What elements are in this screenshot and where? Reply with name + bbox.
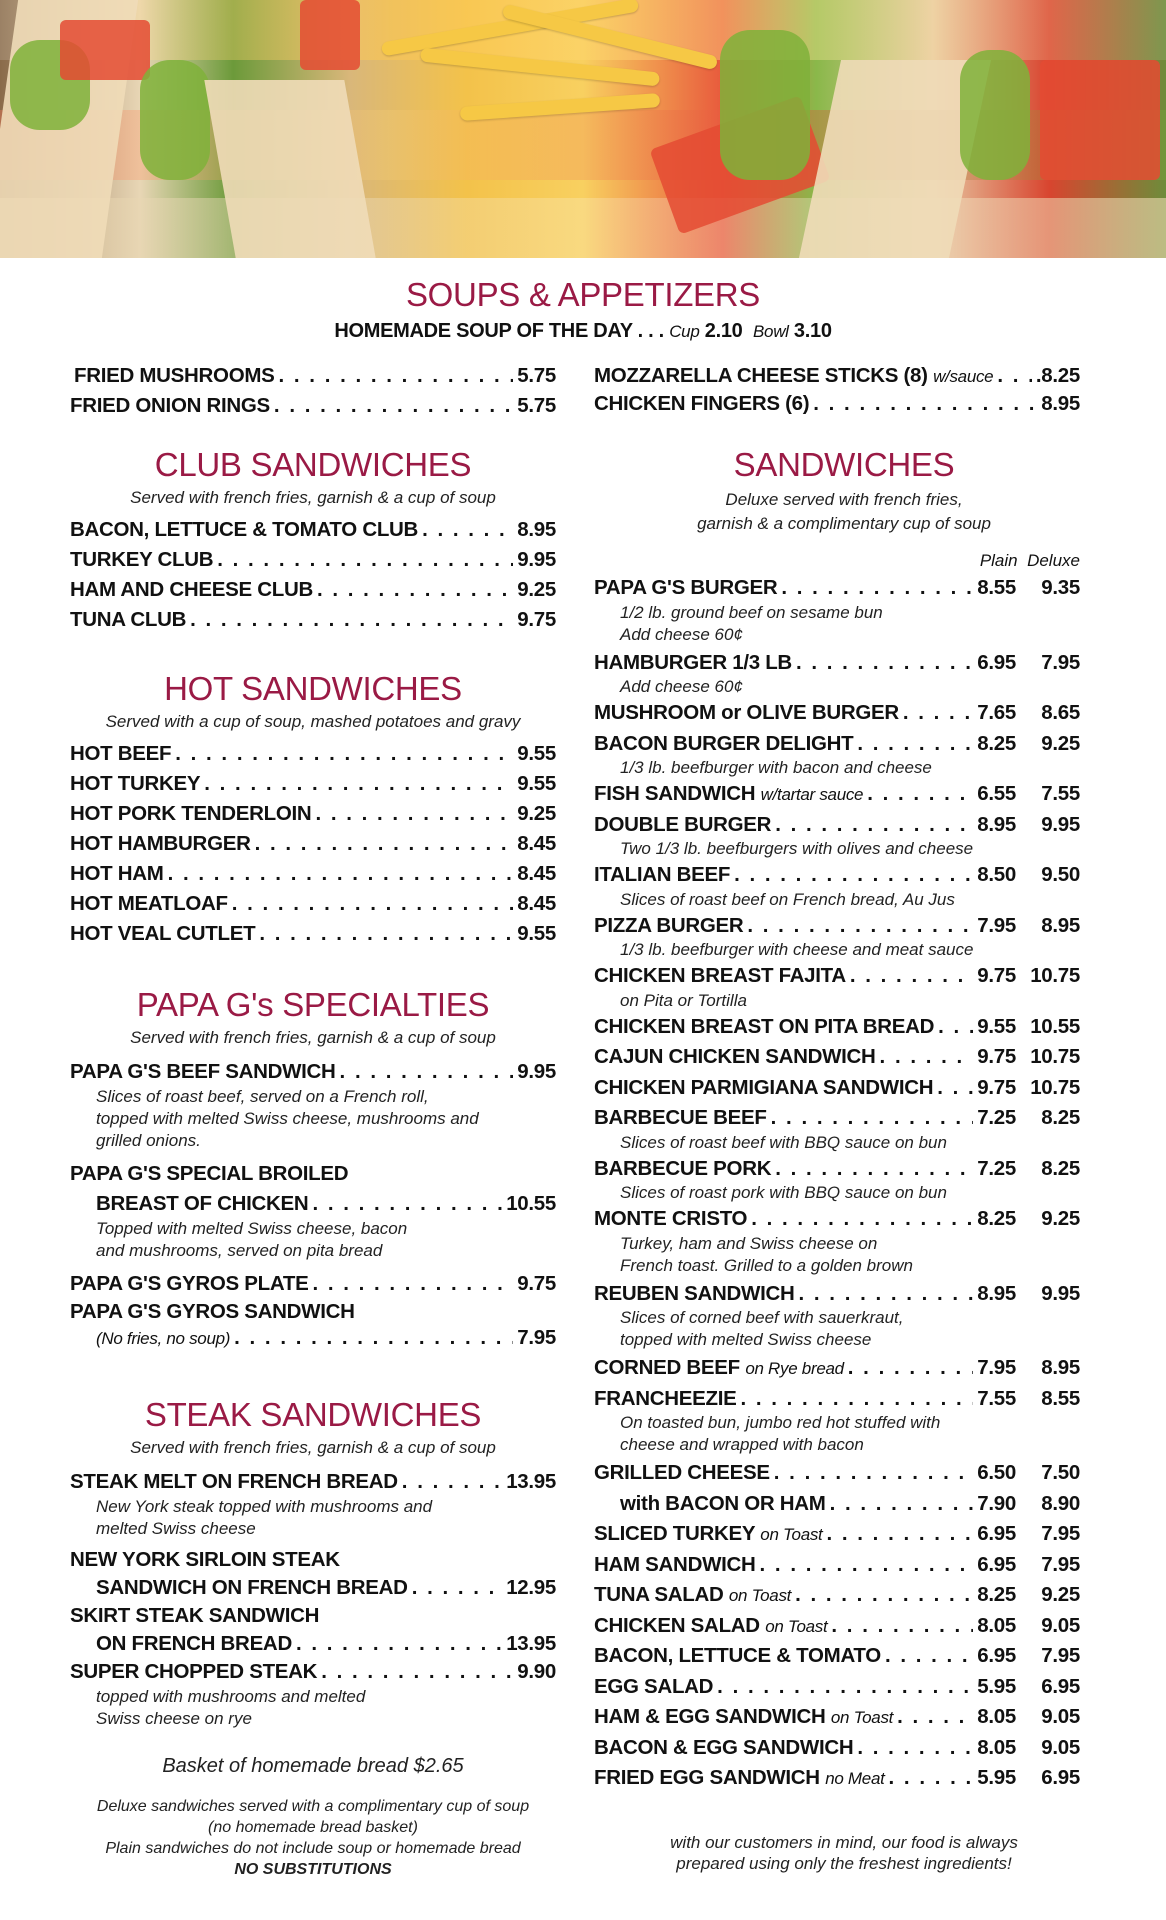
item-name: BARBECUE PORK bbox=[594, 1156, 772, 1180]
item-description: Topped with melted Swiss cheese, bacon and mushrooms, served on pita bread bbox=[96, 1219, 408, 1260]
menu-item: SUPER CHOPPED STEAK . . . 9.90 bbox=[70, 1660, 556, 1684]
menu-item bbox=[594, 1614, 1080, 1638]
deluxe-price: 6.95 bbox=[1041, 1674, 1080, 1698]
plain-price: 7.90 bbox=[977, 1491, 1016, 1515]
item-description: 1/2 lb. ground beef on sesame bun Add cheese 60¢ bbox=[620, 602, 883, 644]
menu-item bbox=[594, 651, 1080, 675]
menu-item: MOZZARELLA CHEESE STICKS (8) w/sauce . . . .8.25 bbox=[594, 364, 1080, 388]
menu-item: (No fries, no soup) . . . 7.95 bbox=[96, 1326, 556, 1350]
deluxe-price: 10.75 bbox=[1030, 1045, 1080, 1068]
item-name: FRANCHEEZIE bbox=[594, 1386, 737, 1410]
footer-right-note: with our customers in mind, our food is always prepared using only the freshest ingredients! bbox=[670, 1833, 1018, 1873]
plain-price: 6.95 bbox=[977, 1644, 1016, 1667]
menu-item: TUNA CLUB . . . 9.75 bbox=[70, 608, 556, 632]
club-title: CLUB SANDWICHES bbox=[154, 446, 472, 483]
item-description: Two 1/3 lb. beefburgers with olives and cheese bbox=[620, 839, 974, 858]
menu-item bbox=[594, 1705, 1080, 1729]
item-name: HAM SANDWICH bbox=[594, 1552, 756, 1576]
sandwiches-title: SANDWICHES bbox=[733, 446, 955, 483]
menu-item: HOT HAM . . . 8.45 bbox=[70, 862, 556, 886]
menu-item: STEAK MELT ON FRENCH BREAD . . . 13.95 bbox=[70, 1470, 556, 1494]
item-name: TUNA SALAD bbox=[594, 1583, 724, 1606]
menu-item bbox=[594, 1207, 1080, 1231]
plain-price: 6.50 bbox=[977, 1461, 1016, 1484]
item-name: FRIED EGG SANDWICH bbox=[594, 1766, 820, 1789]
item-name: ITALIAN BEEF bbox=[594, 863, 731, 886]
menu-item: PAPA G'S SPECIAL BROILED bbox=[70, 1162, 349, 1185]
plain-price: 8.25 bbox=[977, 1207, 1016, 1230]
item-name: HAMBURGER 1/3 LB bbox=[594, 650, 792, 674]
deluxe-price: 10.75 bbox=[1030, 964, 1080, 987]
menu-item bbox=[594, 1157, 1080, 1181]
menu-item: HOT VEAL CUTLET . . . 9.55 bbox=[70, 922, 556, 946]
plain-price: 5.95 bbox=[977, 1674, 1016, 1698]
menu-item: SANDWICH ON FRENCH BREAD . . . 12.95 bbox=[96, 1576, 556, 1600]
menu-item bbox=[594, 701, 1080, 725]
deluxe-price: 9.35 bbox=[1041, 576, 1080, 599]
item-name: CHICKEN SALAD bbox=[594, 1613, 760, 1637]
bowl-price: 3.10 bbox=[793, 320, 832, 342]
plain-price: 8.05 bbox=[977, 1735, 1016, 1759]
item-name: MUSHROOM or OLIVE BURGER bbox=[594, 701, 899, 724]
plain-price: 6.95 bbox=[977, 1552, 1016, 1576]
item-name: CHICKEN BREAST ON PITA BREAD bbox=[594, 1014, 935, 1038]
item-description: Slices of roast pork with BBQ sauce on bun bbox=[620, 1183, 947, 1202]
menu-item bbox=[594, 1736, 1080, 1760]
menu-item bbox=[594, 1583, 1080, 1607]
item-name: BACON, LETTUCE & TOMATO bbox=[594, 1644, 881, 1667]
menu-item: PAPA G'S GYROS PLATE . . . 9.75 bbox=[70, 1272, 556, 1296]
item-name: with BACON OR HAM bbox=[620, 1491, 826, 1515]
plain-price: 9.75 bbox=[977, 1045, 1016, 1068]
item-note: w/tartar sauce bbox=[760, 785, 864, 804]
menu-item bbox=[594, 1015, 1080, 1039]
menu-item: HOT HAMBURGER . . . 8.45 bbox=[70, 832, 556, 856]
deluxe-price: 10.75 bbox=[1030, 1075, 1080, 1099]
plain-price: 8.95 bbox=[977, 812, 1016, 836]
deluxe-price: 8.95 bbox=[1041, 913, 1080, 937]
item-name: EGG SALAD bbox=[594, 1674, 714, 1698]
deluxe-price: 8.55 bbox=[1041, 1386, 1080, 1410]
deluxe-price: 9.05 bbox=[1041, 1735, 1080, 1759]
item-name: CORNED BEEF bbox=[594, 1356, 740, 1379]
deluxe-price: 6.95 bbox=[1041, 1766, 1080, 1789]
deluxe-price: 8.25 bbox=[1041, 1106, 1080, 1129]
item-name: GRILLED CHEESE bbox=[594, 1461, 770, 1484]
deluxe-price: 7.50 bbox=[1041, 1461, 1080, 1484]
footer-left-note: Deluxe sandwiches served with a complimentary cup of soup (no homemade bread basket) Plain sandwiches do not include soup or homemade bread NO SUBSTITUTIONS bbox=[96, 1798, 530, 1878]
item-name: BACON & EGG SANDWICH bbox=[594, 1735, 854, 1759]
plain-price: 7.95 bbox=[977, 1356, 1016, 1379]
menu-item bbox=[594, 1282, 1080, 1306]
papa-title: PAPA G's SPECIALTIES bbox=[136, 986, 490, 1023]
plain-price: 8.55 bbox=[977, 576, 1016, 599]
menu-item: NEW YORK SIRLOIN STEAK bbox=[70, 1548, 340, 1571]
menu-item bbox=[594, 964, 1080, 988]
menu-item: PAPA G'S GYROS SANDWICH bbox=[70, 1300, 355, 1323]
plain-price: 8.05 bbox=[977, 1613, 1016, 1637]
plain-price: 8.25 bbox=[977, 731, 1016, 755]
plain-price: 8.95 bbox=[977, 1281, 1016, 1305]
menu-item bbox=[594, 1461, 1080, 1485]
plain-price: 8.50 bbox=[977, 863, 1016, 886]
plain-price: 9.55 bbox=[977, 1014, 1016, 1038]
deluxe-price: 10.55 bbox=[1030, 1014, 1080, 1038]
menu-item: HOT BEEF . . . 9.55 bbox=[70, 742, 556, 766]
deluxe-price: 8.65 bbox=[1041, 701, 1080, 724]
item-name: BARBECUE BEEF bbox=[594, 1106, 767, 1129]
soup-of-day bbox=[0, 320, 1166, 343]
item-note: on Rye bread bbox=[745, 1359, 844, 1378]
plain-price: 7.25 bbox=[977, 1106, 1016, 1129]
item-description: Slices of roast beef with BBQ sauce on bun bbox=[620, 1132, 947, 1152]
menu-item bbox=[594, 1644, 1080, 1668]
item-description: Slices of corned beef with sauerkraut, topped with melted Swiss cheese bbox=[620, 1308, 904, 1349]
deluxe-price: 7.55 bbox=[1041, 782, 1080, 805]
menu-item bbox=[594, 576, 1080, 600]
item-description: Slices of roast beef on French bread, Au Jus bbox=[620, 889, 955, 909]
menu-item: SKIRT STEAK SANDWICH bbox=[70, 1604, 320, 1627]
deluxe-price: 8.90 bbox=[1041, 1491, 1080, 1515]
menu-item bbox=[594, 863, 1080, 887]
item-name: CHICKEN PARMIGIANA SANDWICH bbox=[594, 1075, 934, 1099]
deluxe-price: 9.25 bbox=[1041, 1207, 1080, 1230]
item-name: PIZZA BURGER bbox=[594, 913, 744, 937]
deluxe-price: 9.50 bbox=[1041, 863, 1080, 886]
item-name: BACON BURGER DELIGHT bbox=[594, 731, 854, 755]
menu-item bbox=[594, 1387, 1080, 1411]
hero-food-image bbox=[0, 0, 1166, 258]
deluxe-price: 8.95 bbox=[1041, 1356, 1080, 1379]
deluxe-price: 9.05 bbox=[1041, 1705, 1080, 1728]
menu-item: HOT PORK TENDERLOIN . . . 9.25 bbox=[70, 802, 556, 826]
sandwiches-subtitle: Deluxe served with french fries, garnish & a complimentary cup of soup bbox=[697, 490, 991, 533]
item-name: HAM & EGG SANDWICH bbox=[594, 1705, 826, 1728]
menu-item bbox=[594, 1106, 1080, 1130]
menu-item: TURKEY CLUB . . . 9.95 bbox=[70, 548, 556, 572]
deluxe-price: 9.05 bbox=[1041, 1613, 1080, 1637]
menu-item bbox=[594, 1522, 1080, 1546]
menu-item: HOT MEATLOAF . . . 8.45 bbox=[70, 892, 556, 916]
deluxe-price: 9.25 bbox=[1041, 1583, 1080, 1606]
plain-price: 7.25 bbox=[977, 1156, 1016, 1180]
menu-item: HOT TURKEY . . . 9.55 bbox=[70, 772, 556, 796]
plain-price: 6.95 bbox=[977, 650, 1016, 674]
plain-price: 6.55 bbox=[977, 782, 1016, 805]
plain-price: 9.75 bbox=[977, 1075, 1016, 1099]
item-name: SLICED TURKEY bbox=[594, 1522, 755, 1545]
plain-price: 8.25 bbox=[977, 1583, 1016, 1606]
item-note: no Meat bbox=[825, 1769, 885, 1788]
plain-price: 7.65 bbox=[977, 701, 1016, 724]
plain-price: 7.95 bbox=[977, 913, 1016, 937]
bread-basket-note: Basket of homemade bread $2.65 bbox=[162, 1755, 464, 1777]
item-description: New York steak topped with mushrooms and melted Swiss cheese bbox=[96, 1497, 433, 1538]
item-note: on Toast bbox=[760, 1525, 823, 1544]
cup-label: Cup bbox=[669, 322, 700, 341]
steak-subtitle: Served with french fries, garnish & a cup of soup bbox=[130, 1438, 496, 1457]
menu-item bbox=[594, 1356, 1080, 1380]
plain-price: 6.95 bbox=[977, 1522, 1016, 1545]
item-name: REUBEN SANDWICH bbox=[594, 1281, 795, 1305]
soup-label: HOMEMADE SOUP OF THE DAY . . . bbox=[334, 320, 664, 342]
item-description: topped with mushrooms and melted Swiss cheese on rye bbox=[96, 1687, 366, 1728]
deluxe-price: 7.95 bbox=[1041, 650, 1080, 674]
deluxe-price: 7.95 bbox=[1041, 1552, 1080, 1576]
menu-item: BREAST OF CHICKEN . . . 10.55 bbox=[96, 1192, 556, 1216]
menu-item bbox=[594, 782, 1080, 806]
menu-item: FRIED MUSHROOMS . . . 5.75 bbox=[74, 364, 556, 388]
item-description: 1/3 lb. beefburger with bacon and cheese bbox=[620, 758, 932, 777]
deluxe-price: 7.95 bbox=[1041, 1522, 1080, 1545]
item-description: Slices of roast beef, served on a French roll, topped with melted Swiss cheese, mushrooms and grilled onions. bbox=[96, 1087, 479, 1150]
cup-price: 2.10 bbox=[704, 320, 743, 342]
menu-item bbox=[594, 1045, 1080, 1069]
price-column-headers: Plain Deluxe bbox=[979, 551, 1080, 570]
plain-price: 5.95 bbox=[977, 1766, 1016, 1789]
item-name: MONTE CRISTO bbox=[594, 1207, 748, 1230]
deluxe-price: 9.95 bbox=[1041, 1281, 1080, 1305]
item-name: CHICKEN BREAST FAJITA bbox=[594, 964, 846, 987]
deluxe-price: 9.25 bbox=[1041, 731, 1080, 755]
menu-item: ON FRENCH BREAD . . . 13.95 bbox=[96, 1632, 556, 1656]
item-description: on Pita or Tortilla bbox=[620, 990, 747, 1010]
menu-item: BACON, LETTUCE & TOMATO CLUB . . . 8.95 bbox=[70, 518, 556, 542]
menu-item bbox=[594, 914, 1080, 938]
menu-item bbox=[594, 732, 1080, 756]
menu-item: PAPA G'S BEEF SANDWICH . . . 9.95 bbox=[70, 1060, 556, 1084]
deluxe-price: 7.95 bbox=[1041, 1644, 1080, 1667]
menu-item: HAM AND CHEESE CLUB . . . 9.25 bbox=[70, 578, 556, 602]
menu-item bbox=[594, 1766, 1080, 1790]
menu-item bbox=[594, 1553, 1080, 1577]
bowl-label: Bowl bbox=[753, 322, 789, 341]
menu-item: FRIED ONION RINGS . . . 5.75 bbox=[70, 394, 556, 418]
item-description: Turkey, ham and Swiss cheese on French toast. Grilled to a golden brown bbox=[620, 1233, 913, 1275]
item-note: on Toast bbox=[765, 1616, 828, 1636]
plain-price: 8.05 bbox=[977, 1705, 1016, 1728]
hot-subtitle: Served with a cup of soup, mashed potatoes and gravy bbox=[105, 712, 521, 731]
plain-price: 7.55 bbox=[977, 1386, 1016, 1410]
menu-item bbox=[620, 1492, 1080, 1516]
item-note: on Toast bbox=[728, 1586, 792, 1605]
item-name: PAPA G'S BURGER bbox=[594, 576, 778, 599]
menu-item: CHICKEN FINGERS (6) . . . 8.95 bbox=[594, 392, 1080, 416]
item-description: Add cheese 60¢ bbox=[620, 677, 743, 696]
item-name: CAJUN CHICKEN SANDWICH bbox=[594, 1045, 876, 1068]
papa-subtitle: Served with french fries, garnish & a cup of soup bbox=[130, 1028, 496, 1047]
club-subtitle: Served with french fries, garnish & a cup of soup bbox=[130, 488, 496, 507]
item-name: DOUBLE BURGER bbox=[594, 812, 772, 836]
menu-item bbox=[594, 813, 1080, 837]
item-description: On toasted bun, jumbo red hot stuffed with cheese and wrapped with bacon bbox=[620, 1413, 941, 1454]
item-name: FISH SANDWICH bbox=[594, 782, 756, 805]
menu-item bbox=[594, 1675, 1080, 1699]
hot-title: HOT SANDWICHES bbox=[164, 670, 462, 707]
deluxe-price: 9.95 bbox=[1041, 812, 1080, 836]
item-note: on Toast bbox=[830, 1708, 894, 1727]
soups-title: SOUPS & APPETIZERS bbox=[405, 276, 761, 313]
plain-price: 9.75 bbox=[977, 964, 1016, 987]
item-description: 1/3 lb. beefburger with cheese and meat sauce bbox=[620, 940, 974, 959]
steak-title: STEAK SANDWICHES bbox=[144, 1396, 482, 1433]
deluxe-price: 8.25 bbox=[1041, 1156, 1080, 1180]
menu-item bbox=[594, 1076, 1080, 1100]
